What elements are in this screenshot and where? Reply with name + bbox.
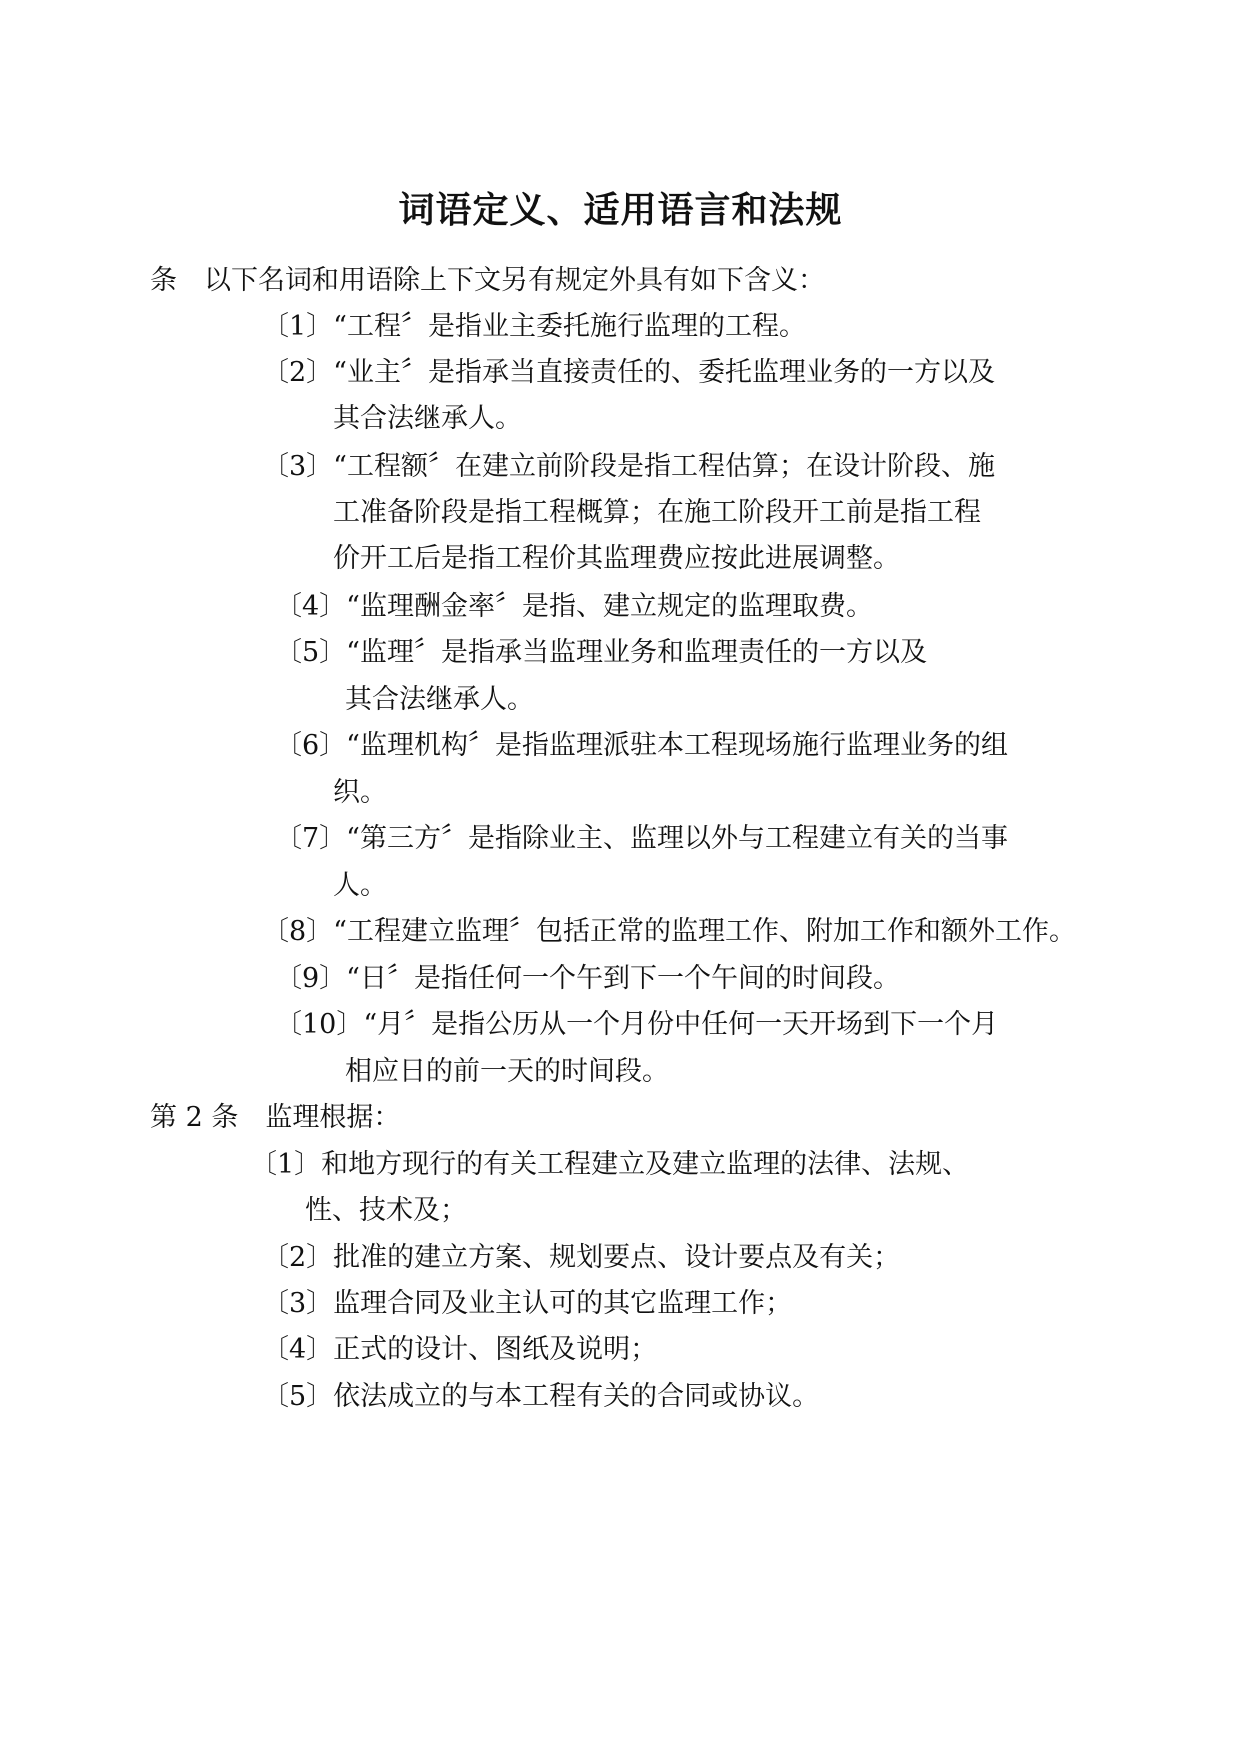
basis-1-line-1: 〔1〕和地方现行的有关工程建立及建立监理的法律、法规、 <box>250 1149 970 1180</box>
definition-10-line-1: 〔10〕“月〞是指公历从一个月份中任何一天开场到下一个月 <box>275 1009 999 1040</box>
document-title: 词语定义、适用语言和法规 <box>398 189 843 231</box>
definition-9-line-1: 〔9〕“日〞是指任何一个午到下一个午间的时间段。 <box>275 963 900 994</box>
article-2-heading: 第 2 条 监理根据： <box>150 1102 401 1133</box>
definition-7-line-2: 人。 <box>333 870 387 901</box>
definition-3-line-2: 工准备阶段是指工程概算；在施工阶段开工前是指工程 <box>333 497 981 528</box>
definition-5-line-1: 〔5〕“监理〞是指承当监理业务和监理责任的一方以及 <box>275 637 927 668</box>
definition-8-line-1: 〔8〕“工程建立监理〞包括正常的监理工作、附加工作和额外工作。 <box>262 916 1076 947</box>
basis-1-line-2: 性、技术及； <box>305 1195 467 1226</box>
basis-3-line-1: 〔3〕监理合同及业主认可的其它监理工作； <box>262 1288 793 1319</box>
definition-1-line-1: 〔1〕“工程〞是指业主委托施行监理的工程。 <box>262 311 806 342</box>
definition-2-line-2: 其合法继承人。 <box>333 403 522 434</box>
definition-4-line-1: 〔4〕“监理酬金率〞是指、建立规定的监理取费。 <box>275 591 873 622</box>
definition-5-line-2: 其合法继承人。 <box>345 684 534 715</box>
definition-10-line-2: 相应日的前一天的时间段。 <box>345 1056 669 1087</box>
definition-3-line-1: 〔3〕“工程额〞在建立前阶段是指工程估算；在设计阶段、施 <box>262 451 995 482</box>
definition-7-line-1: 〔7〕“第三方〞是指除业主、监理以外与工程建立有关的当事 <box>275 823 1008 854</box>
definition-6-line-1: 〔6〕“监理机构〞是指监理派驻本工程现场施行监理业务的组 <box>275 730 1008 761</box>
basis-2-line-1: 〔2〕批准的建立方案、规划要点、设计要点及有关； <box>262 1242 901 1273</box>
definition-3-line-3: 价开工后是指工程价其监理费应按此进展调整。 <box>333 543 900 574</box>
basis-5-line-1: 〔5〕依法成立的与本工程有关的合同或协议。 <box>262 1381 820 1412</box>
basis-4-line-1: 〔4〕正式的设计、图纸及说明； <box>262 1334 658 1365</box>
article-1-heading: 条 以下名词和用语除上下文另有规定外具有如下含义： <box>150 265 825 296</box>
definition-6-line-2: 织。 <box>333 777 387 808</box>
definition-2-line-1: 〔2〕“业主〞是指承当直接责任的、委托监理业务的一方以及 <box>262 357 995 388</box>
